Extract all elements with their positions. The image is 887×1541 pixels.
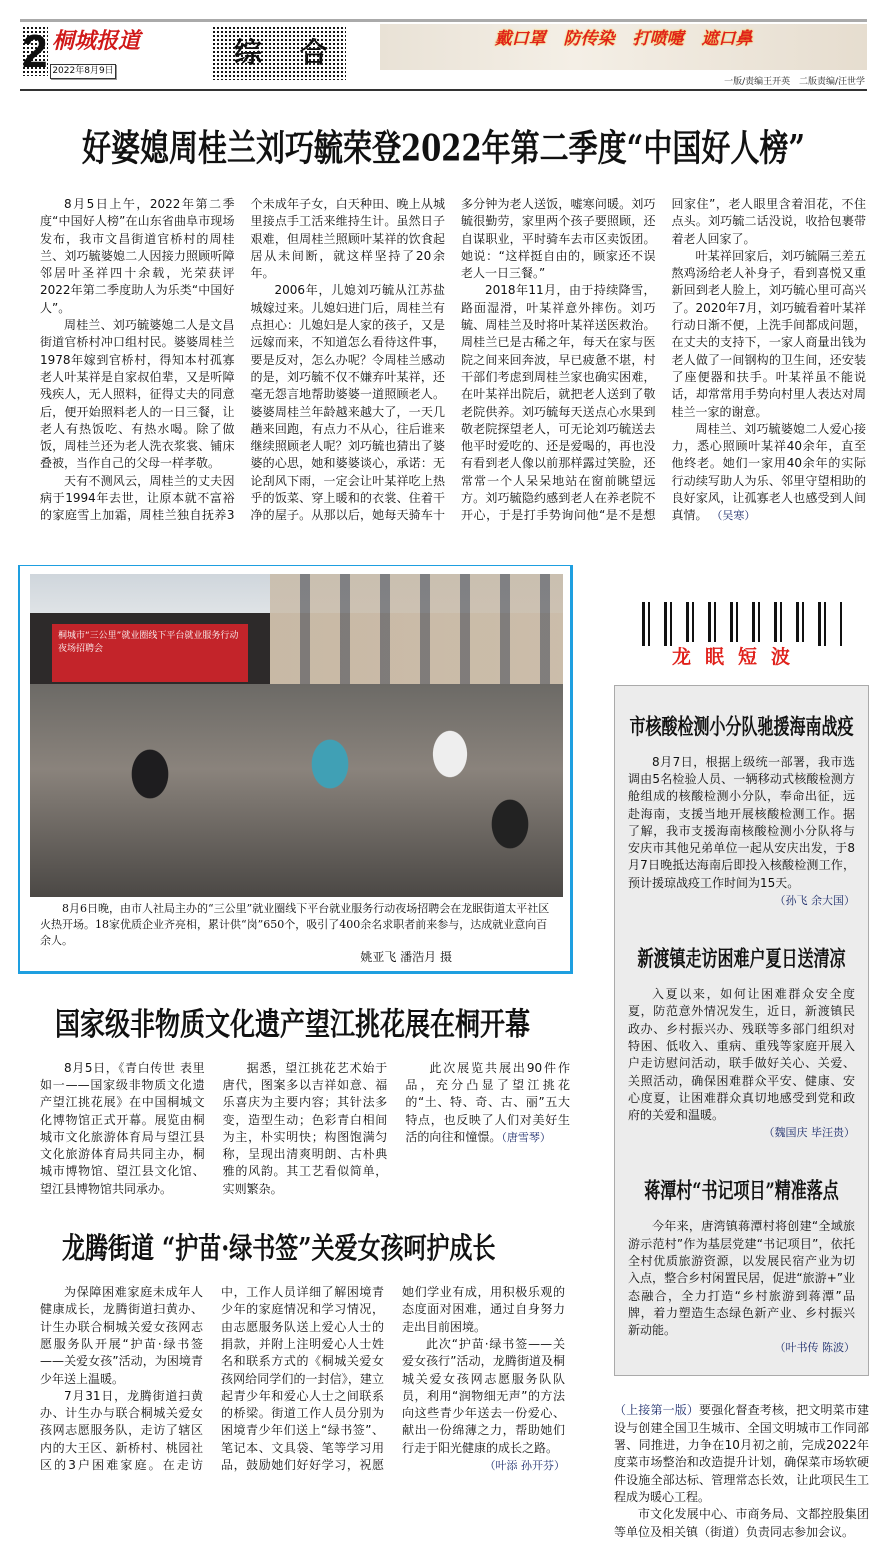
article3-body bbox=[40, 1284, 565, 1474]
top-rule bbox=[20, 19, 867, 22]
paragraph: 市文化发展中心、市商务局、文都控股集团等单位及相关镇（街道）负责同志参加会议。 bbox=[614, 1507, 869, 1539]
photo-credit: 姚亚飞 潘浩月 摄 bbox=[360, 949, 452, 964]
photo-caption: 8月6日晚，由市人社局主办的“三公里”就业圈线下平台就业服务行动夜场招聘会在龙眠街道太平社区火热开场。18家优质企业齐亮相，累计供“岗”650个，吸引了400余名求职者前来参与，达成就业意向百余人。 bbox=[40, 901, 550, 947]
continued-tag: （上接第一版） bbox=[614, 1403, 700, 1418]
article2-headline: 国家级非物质文化遗产望江挑花展在桐开幕 bbox=[55, 1005, 531, 1043]
column-logo-text: 龙眠短波 bbox=[672, 642, 804, 669]
brief-text: 入夏以来，如何让困难群众安全度夏，防范意外情况发生，近日，新渡镇民政办、乡村振兴办、残联等多部门组织对特困、低收入、重病、重残等家庭开展入户走访慰问活动，联手做好关心、关爱、关照活动，确保困难群众平安、健康、安心度夏，让困难群众真切地感受到党和政府的关爱和温暖。 bbox=[628, 987, 855, 1123]
paragraph-text: 周桂兰、刘巧毓婆媳二人爱心接力，悉心照顾叶某祥40余年，直至他终老。她们一家用40余年的实际行动续写助人为乐、邻里守望相助的良好家风，让孤寡老人也感受到人间真情。 bbox=[671, 421, 866, 523]
left-column bbox=[18, 565, 573, 1475]
paragraph: 7月31日，龙腾街道扫黄办、计生办与联合桐城关爱女孩网志愿服务队，走访了辖区内的大王区、新桥村、桃园社区的3户困难家庭。在走访中，工作人员详细了解困境青少年的家庭情况和学习情况，由志愿服务队送上爱心人士的捐款，并附上注明爱心人士姓名和联系方式的《桐城关爱女孩网给同学们的一封信》，建立起青少年和爱心人士之间联系的桥梁。街道工作人员分别为困境青少年们送上“绿书签”、笔记本、文具袋、笔等学习用品，鼓励她们好好学习，祝愿她们学业有成，用积极乐观的态度面对困难，通过自身努力走出目前困境。 bbox=[40, 1285, 565, 1472]
continuation-article bbox=[614, 1402, 869, 1540]
paragraph bbox=[614, 1402, 869, 1506]
article3-headline: 龙腾街道 “护苗·绿书签”关爱女孩呵护成长 bbox=[62, 1231, 496, 1266]
paragraph: 据悉，望江挑花艺术始于唐代，图案多以吉祥如意、福乐喜庆为主要内容；其针法多变，造型生动；色彩青白相间为主，朴实明快；构图饱满匀称，呈现出清爽明朗、古朴典雅的风韵。其工艺看似简单，实则繁杂。 bbox=[222, 1060, 388, 1196]
header-rule bbox=[20, 89, 867, 91]
paragraph: 天有不测风云，周桂兰的丈夫因病于1994年去世，让原本就不富裕的家庭雪上加霜，周桂兰独自抚养3个未成年子女，白天种田、晚上从城里接点手工活来维持生计。虽然日子艰难，但周桂兰照顾叶某祥的饮食起居从未间断，就这样坚持了20余年。 bbox=[40, 197, 445, 523]
paragraph: 为保障困难家庭未成年人健康成长，龙腾街道扫黄办、计生办联合桐城关爱女孩网志愿服务队开展“护苗·绿书签——关爱女孩”活动，为困境青少年送上温暖。 bbox=[40, 1285, 203, 1386]
editors-line: 一版/责编王开英 二版责编/汪世学 bbox=[724, 77, 865, 87]
paragraph: 2006年，儿媳刘巧毓从江苏盐城嫁过来。儿媳妇进门后，周桂兰有点担心：儿媳妇是人家的孩子，又是远嫁而来，不知道怎么看待这件事，要是反对，怎么办呢？令周桂兰感动的是，刘巧毓不仅不嫌弃叶某祥，还毫无怨言地帮助婆婆一道照顾老人。婆婆周桂兰年龄越来越大了，一天几趟来回跑，有点力不从心，往后谁来继续照顾老人呢？刘巧毓也猜出了婆婆的心思，她和婆婆谈心，承诺：无论刮风下雨，一定会让叶某祥吃上热乎的饭菜、穿上暖和的衣裳、住着干净的屋子。从那以后，她每天骑车十多分钟为老人送饭，嘘寒问暖。刘巧毓很勤劳，家里两个孩子要照顾，还自谋职业，平时骑车去市区卖饭团。她说：“这样挺自由的，顾家还不误老人一日三餐。” bbox=[250, 197, 656, 523]
brief-title: 新渡镇走访困难户夏日送清凉 bbox=[637, 945, 846, 972]
brief-item bbox=[628, 713, 855, 908]
paragraph: 2018年11月，由于持续降雪，路面湿滑，叶某祥意外摔伤。刘巧毓、周桂兰及时将叶某祥送医救治。周桂兰已是古稀之年，每天在家与医院之间来回奔波，早已疲惫不堪，村干部们考虑到周桂兰家也确实困难，在叶某祥出院后，就把老人送到了敬老院供养。刘巧毓每天送点心水果到敬老院探望老人，可无论刘巧毓送去他平时爱吃的、还是爱喝的，再也没有看到老人像以前那样露过笑脸，还常常一个人呆呆地站在窗前眺望远方。刘巧毓隐约感到老人在养老院不开心，于是打手势询问他“是不是想回家住”，老人眼里含着泪花，不住点头。刘巧毓二话没说，收拾包裹带着老人回家了。 bbox=[461, 197, 866, 523]
author: （唐雪琴） bbox=[501, 1130, 551, 1144]
paragraph: 叶某祥回家后，刘巧毓隔三差五熬鸡汤给老人补身子，看到喜悦又重新回到老人脸上，刘巧毓心里可高兴了。2020年7月，刘巧毓看着叶某祥行动日渐不便，上洗手间都成问题，在丈夫的支持下，一家人商量出钱为老人做了一间钢构的卫生间，还安装了座便器和扶手。叶某祥虽不能说话，却常常用手势向村里人表达对周桂兰一家的谢意。 bbox=[671, 248, 866, 419]
job-fair-photo bbox=[30, 574, 563, 897]
paragraph-text: 此次展览共展出90件作品，充分凸显了望江挑花的“土、特、奇、古、丽”五大特点，也反映了人们对美好生活的向往和憧憬。 bbox=[405, 1060, 570, 1144]
author: （吴寒） bbox=[711, 509, 756, 523]
buildings-icon bbox=[642, 602, 842, 646]
crowd bbox=[30, 684, 563, 897]
author: （孙飞 余大国） bbox=[774, 894, 855, 908]
brief-text: 8月7日，根据上级统一部署，我市选调由5名检验人员、一辆移动式核酸检测方舱组成的核酸检测小分队，奉命出征，远赴海南，支援当地开展核酸检测工作。据了解，我市支援海南核酸检测小分队将与安庆市其他兄弟单位一起从安庆出发，于8月7日晚抵达海南后即投入核酸检测工作，预计援琼战疫工作时间为15天。 bbox=[628, 754, 855, 890]
brief-title: 蒋潭村“书记项目”精准落点 bbox=[644, 1177, 839, 1204]
page-number: 2 bbox=[22, 25, 48, 77]
author: （叶添 孙开芬） bbox=[484, 1458, 565, 1472]
issue-date: 2022年8月9日 bbox=[50, 64, 116, 79]
masthead bbox=[0, 0, 887, 92]
author: （魏国庆 毕汪贵） bbox=[763, 1126, 855, 1140]
photo-frame bbox=[18, 565, 573, 974]
brief-item bbox=[628, 1177, 855, 1355]
brief-text: 今年来，唐湾镇蒋潭村将创建“全域旅游示范村”作为基层党建“书记项目”，依托全村优质旅游资源，以发展民宿产业为切入点，整合乡村闲置民居，促进“旅游+”业态融合，全力打造“乡村旅游到蒋潭”品牌，着力塑造生态绿色新产业、乡村振兴新动能。 bbox=[628, 1219, 855, 1338]
right-column bbox=[614, 565, 869, 1541]
paragraph: 8月5日上午，2022年第二季度“中国好人榜”在山东省曲阜市现场发布，我市文昌街道官桥村的周桂兰、刘巧毓婆媳二人因接力照顾听障邻居叶圣祥四十余载，光荣获评2022年第二季度助人为乐类“中国好人”。 bbox=[40, 197, 235, 315]
paragraph bbox=[672, 421, 867, 525]
section-title: 综 合 bbox=[212, 26, 346, 80]
lead-article-body bbox=[40, 196, 866, 525]
author: （叶书传 陈波） bbox=[774, 1341, 855, 1355]
paragraph-text: 要强化督查考核，把文明菜市建设与创建全国卫生城市、全国文明城市工作同部署、同推进，力争在10月初之前，完成2022年度菜市场整治和改造提升计划，确保菜市场软硬件设施全部达标、管理常态长效，让此项民生工程成为暖心工程。 bbox=[614, 1403, 869, 1504]
paragraph: 8月5日，《青白传世 表里如一——国家级非物质文化遗产望江挑花展》在中国桐城文化博物馆正式开幕。展览由桐城市文化旅游体育局与望江县文化旅游体育局共同主办，桐城市博物馆、望江县文化馆、望江县博物馆共同承办。 bbox=[40, 1060, 205, 1196]
paragraph: 此次“护苗·绿书签——关爱女孩行”活动，龙腾街道及桐城关爱女孩网志愿服务队队员，利用“润物细无声”的方法向这些青少年送去一份爱心、献出一份绵薄之力，帮助她们行走于阳光健康的成长之路。 bbox=[402, 1336, 565, 1455]
paragraph: 周桂兰、刘巧毓婆媳二人是文昌街道官桥村冲口组村民。婆婆周桂兰1978年嫁到官桥村，得知本村孤寡老人叶某祥是自家叔伯辈，又是听障残疾人，无人照料，征得丈夫的同意后，便开始照料老人的一日三餐，让老人有热饭吃、有热水喝。除了做饭，周桂兰还为老人洗衣浆裳、铺床叠被，当作自己的父母一样孝敬。 bbox=[40, 318, 235, 471]
column-logo bbox=[622, 602, 852, 666]
brief-title: 市核酸检测小分队驰援海南战疫 bbox=[629, 713, 854, 739]
lower-section bbox=[0, 565, 887, 1541]
paragraph bbox=[405, 1060, 570, 1146]
paper-logo: 桐城报道 bbox=[52, 28, 141, 54]
slogan-banner: 戴口罩 防传染 打喷嚏 遮口鼻 bbox=[380, 24, 867, 70]
photo-banner: 桐城市“三公里”就业圈线下平台就业服务行动夜场招聘会 bbox=[52, 624, 248, 682]
article2-body bbox=[40, 1060, 570, 1198]
building bbox=[270, 574, 563, 684]
brief-item bbox=[628, 945, 855, 1140]
lead-headline: 好婆媳周桂兰刘巧毓荣登2022年第二季度“中国好人榜” bbox=[81, 126, 806, 170]
news-brief-box bbox=[614, 685, 869, 1377]
